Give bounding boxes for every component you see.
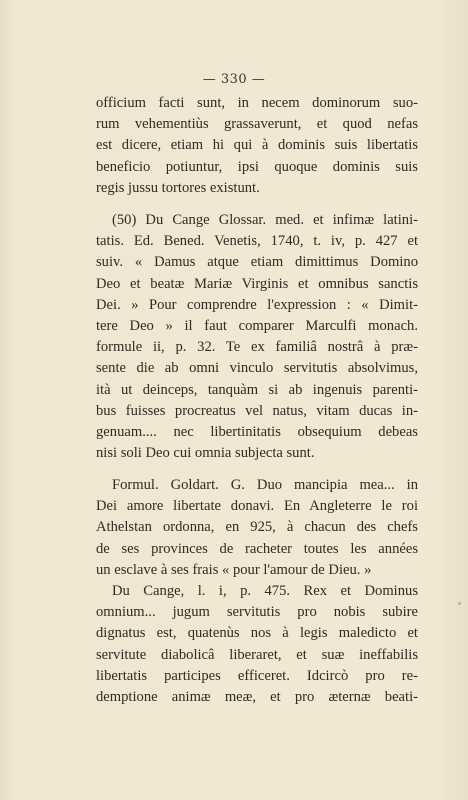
text-line: est dicere, etiam hi qui à dominis suis libertatis <box>96 137 418 154</box>
note-50-paragraph <box>96 210 418 464</box>
text-line: Formul. Goldart. G. Duo mancipia mea... in <box>112 477 418 493</box>
text-line: officium facti sunt, in necem dominorum suo- <box>96 95 418 111</box>
text-line: Athelstan ordonna, en 925, à chacun des chefs <box>96 519 418 536</box>
text-line: Du Cange, l. i, p. 475. Rex et Dominus <box>112 583 418 599</box>
text-line: demptione animæ meæ, et pro æternæ beati- <box>96 689 418 706</box>
text-line: un esclave à ses frais « pour l'amour de Dieu. » <box>96 561 372 578</box>
text-line: nisi soli Deo cui omnia subjecta sunt. <box>96 445 315 462</box>
text-line: tatis. Ed. Bened. Venetis, 1740, t. iv, p. 427 et <box>96 233 418 250</box>
text-line: beneficio potiuntur, ipsi quoque dominis suis <box>96 158 418 175</box>
text-line: sente die ab omni vinculo servitutis absolvimus, <box>96 360 418 377</box>
continuation-paragraph <box>96 93 418 199</box>
text-line: omnium... jugum servitutis pro nobis subire <box>96 604 418 621</box>
text-line: ità ut deinceps, tanquàm si ab ingenuis parenti- <box>96 381 418 398</box>
text-line: Dei. » Pour comprendre l'expression : « Dimit- <box>96 296 418 313</box>
text-line: (50) Du Cange Glossar. med. et infimæ latini- <box>112 212 418 228</box>
text-line: tere Deo » il faut comparer Marculfi monach. <box>96 318 418 335</box>
paper-speck <box>458 602 461 605</box>
text-line: regis jussu tortores existunt. <box>96 179 260 196</box>
text-line: genuam.... nec libertinitatis obsequium debeas <box>96 424 418 441</box>
text-line: formule ii, p. 32. Te ex familiâ nostrâ à præ- <box>96 339 418 356</box>
text-line: bus fuisses procreatus vel natus, vitam ducas in- <box>96 402 418 419</box>
formul-goldart-paragraph <box>96 475 418 581</box>
text-line: dignatus est, quatenùs nos à legis maledicto et <box>96 625 418 642</box>
text-line: de ses provinces de racheter toutes les années <box>96 540 418 557</box>
text-line: rum vehementiùs grassaverunt, et quod nefas <box>96 116 418 133</box>
text-line: libertatis participes efficeret. Idcircò pro re- <box>96 667 418 684</box>
text-line: Dei amore libertate donavi. En Angleterre le roi <box>96 498 418 515</box>
text-line: suiv. « Damus atque etiam dimittimus Domino <box>96 254 418 271</box>
text-line: servitute diabolicâ liberaret, et suæ ineffabilis <box>96 646 418 663</box>
text-line: Deo et beatæ Mariæ Virginis et omnibus sanctis <box>96 275 418 292</box>
du-cange-paragraph <box>96 581 418 708</box>
page-number: — 330 — <box>202 72 266 87</box>
